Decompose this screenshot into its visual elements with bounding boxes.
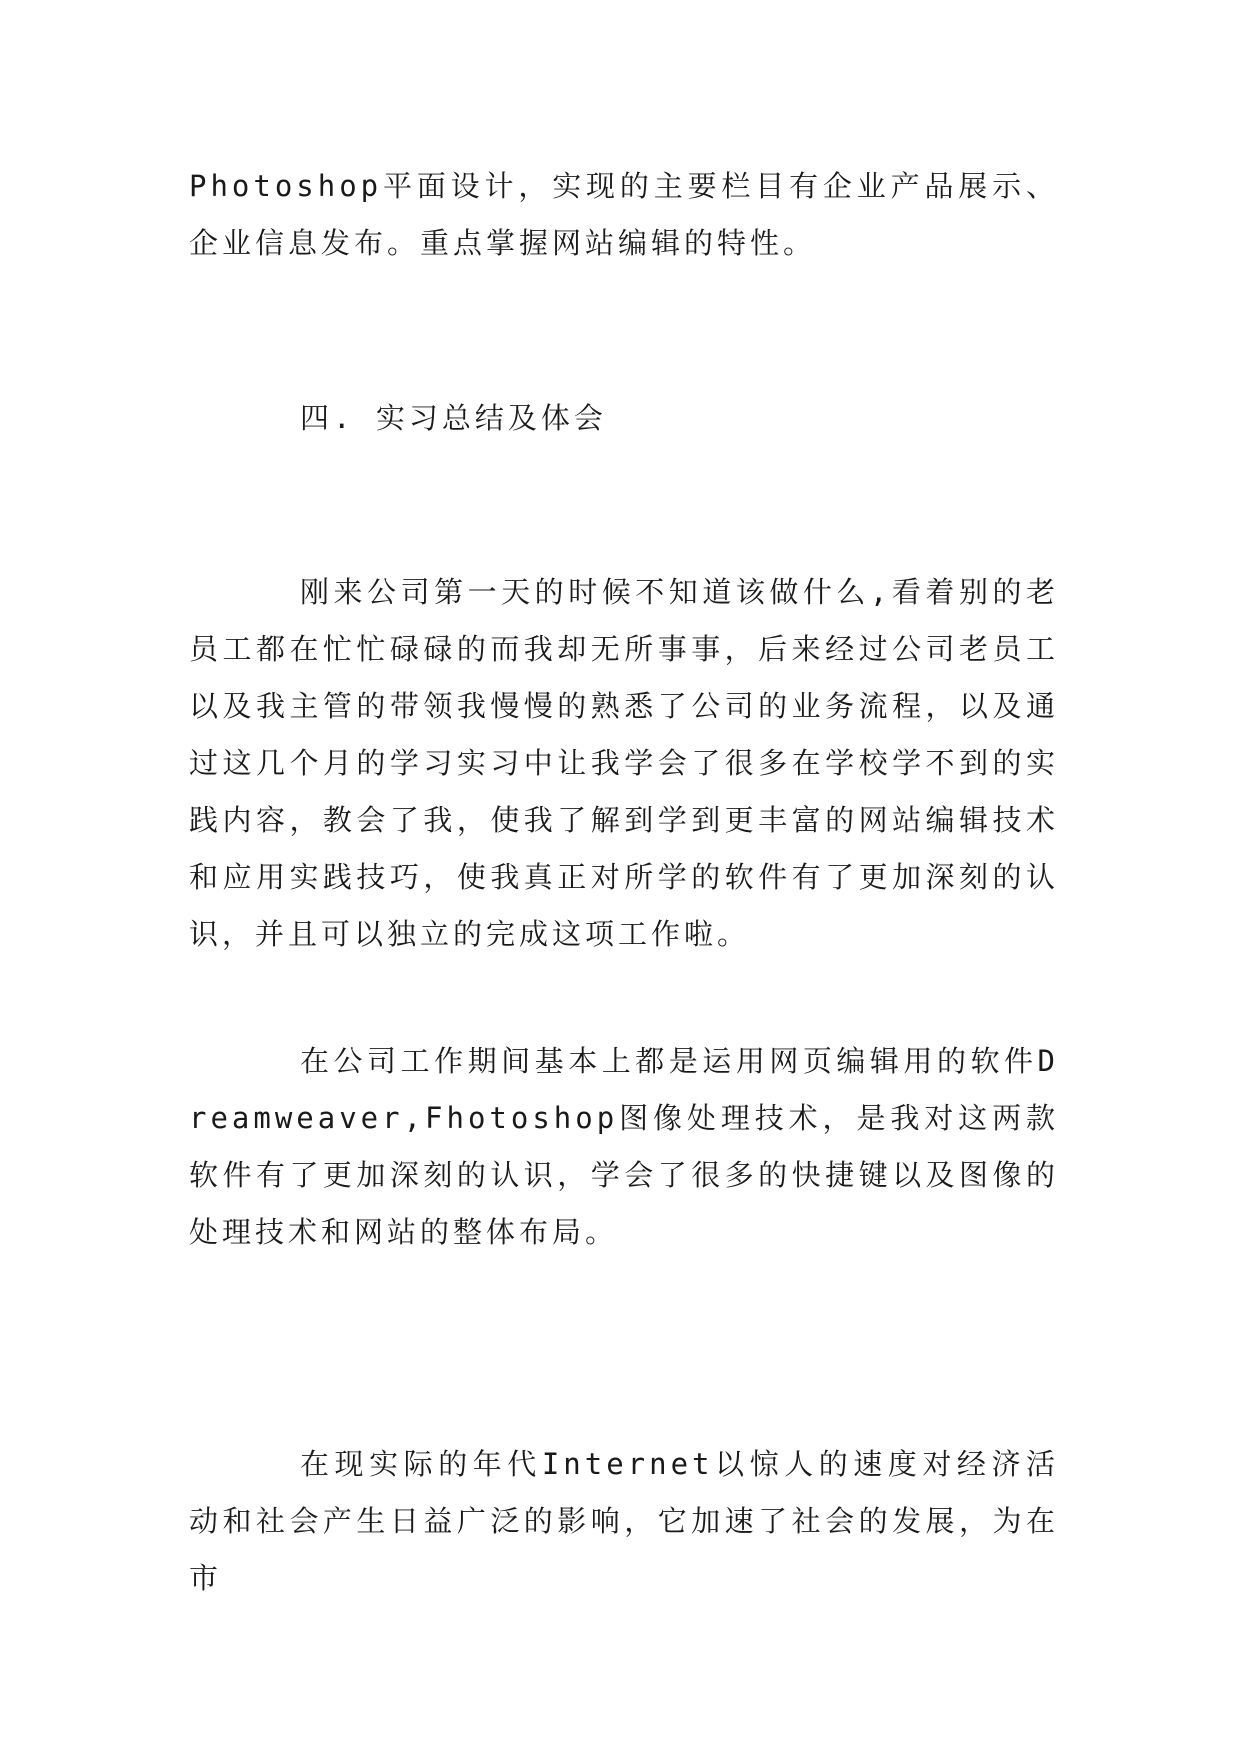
paragraph-first-day: 刚来公司第一天的时候不知道该做什么,看着别的老员工都在忙忙碌碌的而我却无所事事，后来经过公司老员工以及我主管的带领我慢慢的熟悉了公司的业务流程，以及通过这几个月的学习实习中让我学会了很多在学校学不到的实践内容，教会了我，使我了解到学到更丰富的网站编辑技术和应用实践技巧，使我真正对所学的软件有了更加深刻的认识，并且可以独立的完成这项工作啦。 — [189, 575, 1059, 951]
paragraph-software-usage: 在公司工作期间基本上都是运用网页编辑用的软件Dreamweaver,Fhotoshop图像处理技术，是我对这两款软件有了更加深刻的认识，学会了很多的快捷键以及图像的处理技术和网站的整体布局。 — [189, 1044, 1059, 1249]
paragraph-photoshop-design: Photoshop平面设计，实现的主要栏目有企业产品展示、企业信息发布。重点掌握网站编辑的特性。 — [189, 169, 1059, 260]
section-heading-summary: 四. 实习总结及体会 — [300, 401, 607, 435]
paragraph-internet-era: 在现实际的年代Internet以惊人的速度对经济活动和社会产生日益广泛的影响，它加速了社会的发展，为在市 — [189, 1447, 1059, 1595]
